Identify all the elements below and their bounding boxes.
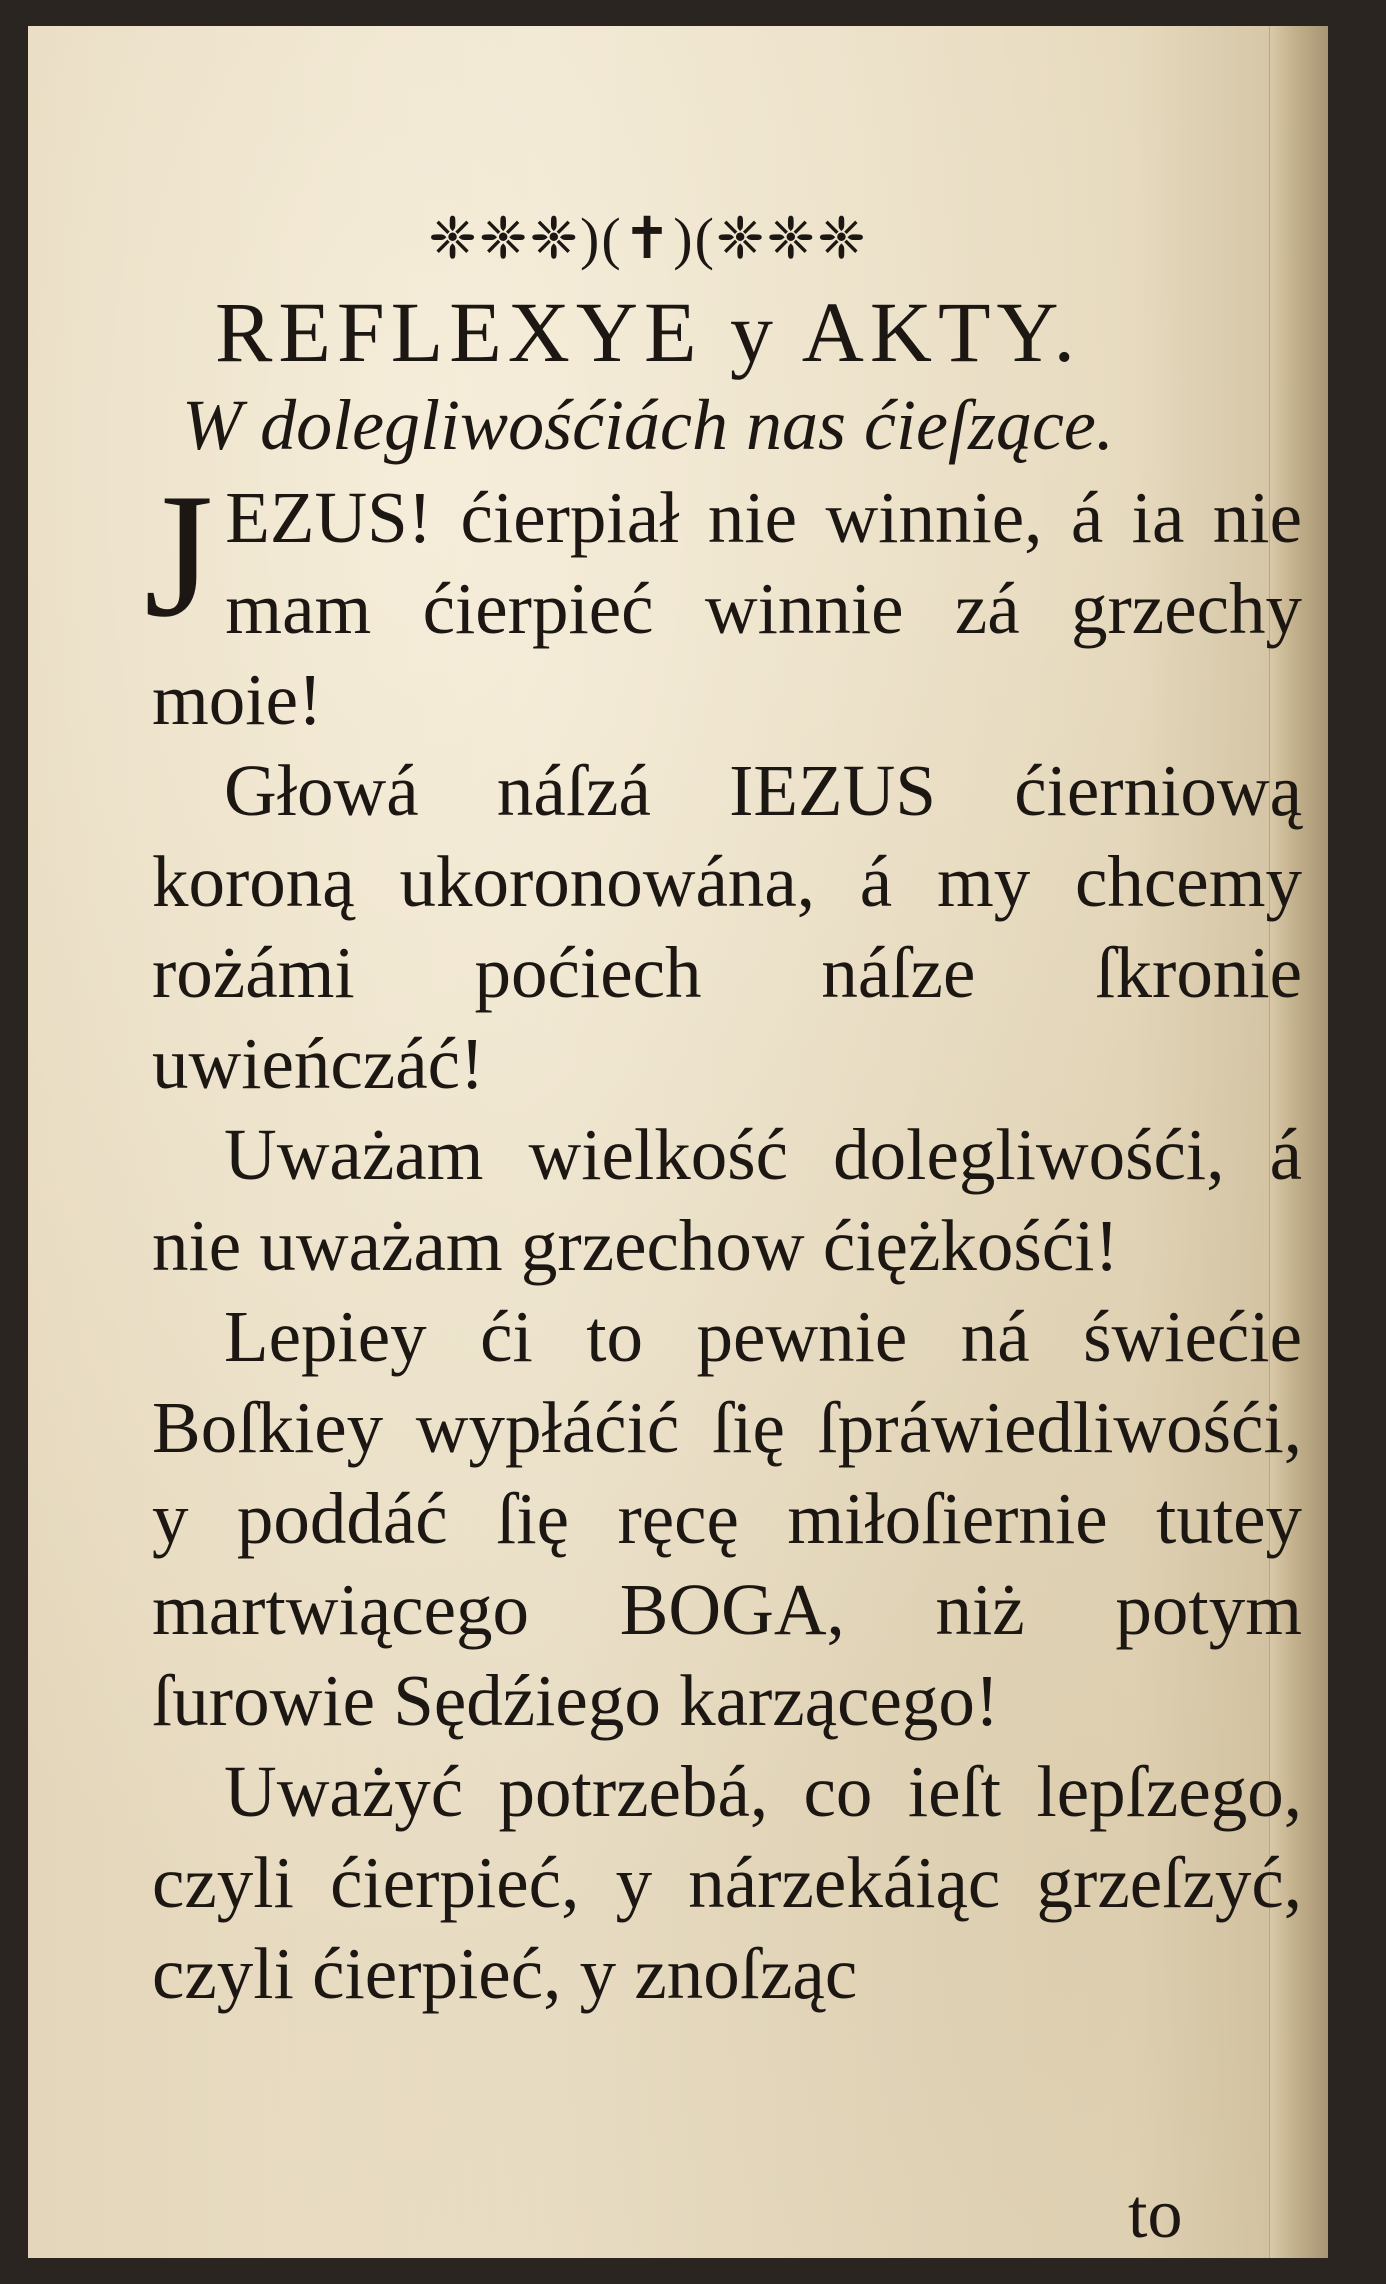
paragraph-5: Uważyć potrzebá, co ieſt lepſzego, czyli ćierpieć, y nárzekáiąc grzeſzyć, czyli ćierpieć, y znoſząc [152,1751,1302,2014]
paragraph-4: Lepiey ći to pewnie ná świećie Boſkiey wypłáćić ſię ſpráwiedliwośći, y poddáć ſię ręcę miłoſiernie tutey martwiącego BOGA, niż potym ſurowie Sędźiego karzącego! [152,1296,1302,1741]
page-subtitle: W dolegliwośćiách nas ćieſzące. [182,385,1114,465]
paragraph-1-text: EZUS! ćierpiał nie winnie, á ia nie mam ćierpieć winnie zá grzechy moie! [152,477,1302,740]
catchword: to [1128,2176,1183,2253]
body-text [144,456,1302,2019]
book-page [28,26,1328,2258]
paragraph-2: Głowá náſzá IEZUS ćierniową koroną ukoronowána, á my chcemy rożámi poćiech náſze ſkronie uwieńczáć! [152,750,1302,1104]
page-title: REFLEXYE y AKTY. [214,284,1082,380]
header-ornament: ❈❈❈)(✝)(❈❈❈ [428,206,868,271]
drop-cap: J [144,456,214,654]
paragraph-3: Uważam wielkość dolegliwośći, á nie uważam grzechow ćiężkośći! [152,1114,1302,1286]
paragraph-1 [144,456,1302,745]
